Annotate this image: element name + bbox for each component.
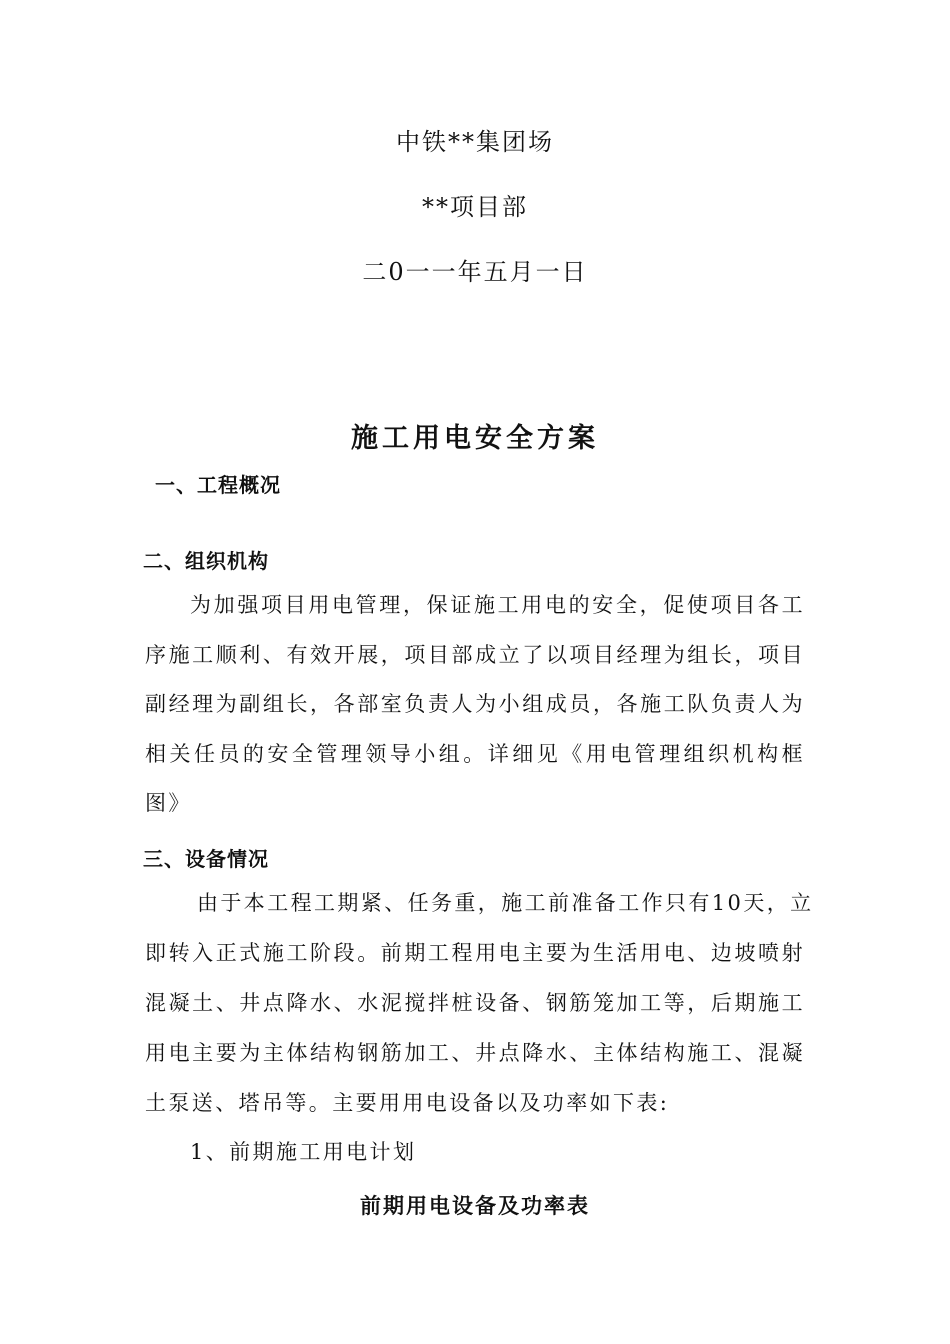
table-title: 前期用电设备及功率表: [360, 1193, 590, 1218]
document-title: 施工用电安全方案: [351, 423, 599, 454]
section-heading-equipment: 三、设备情况: [143, 847, 269, 871]
paragraph-line: 相关任员的安全管理领导小组。详细见《用电管理组织机构框: [145, 742, 805, 766]
paragraph-line: 混凝土、井点降水、水泥搅拌桩设备、钢筋笼加工等，后期施工: [145, 991, 805, 1015]
subsection-heading: 1、前期施工用电计划: [190, 1140, 417, 1164]
paragraph-line: 副经理为副组长，各部室负责人为小组成员，各施工队负责人为: [145, 692, 805, 716]
paragraph-line: 即转入正式施工阶段。前期工程用电主要为生活用电、边坡喷射: [145, 941, 805, 965]
section-heading-organization: 二、组织机构: [143, 549, 269, 573]
paragraph-line: 序施工顺利、有效开展，项目部成立了以项目经理为组长，项目: [145, 643, 805, 667]
paragraph-line: 由于本工程工期紧、任务重，施工前准备工作只有10天，立: [197, 891, 814, 915]
paragraph-line: 为加强项目用电管理，保证施工用电的安全，促使项目各工: [190, 593, 805, 617]
paragraph-line: 土泵送、塔吊等。主要用用电设备以及功率如下表:: [145, 1091, 670, 1115]
paragraph-line: 用电主要为主体结构钢筋加工、井点降水、主体结构施工、混凝: [145, 1041, 805, 1065]
section-heading-overview: 一、工程概况: [155, 473, 281, 497]
cover-date: 二0一一年五月一日: [362, 258, 588, 286]
department-name: **项目部: [422, 193, 528, 221]
company-name: 中铁**集团场: [396, 128, 554, 156]
paragraph-line: 图》: [145, 791, 192, 815]
